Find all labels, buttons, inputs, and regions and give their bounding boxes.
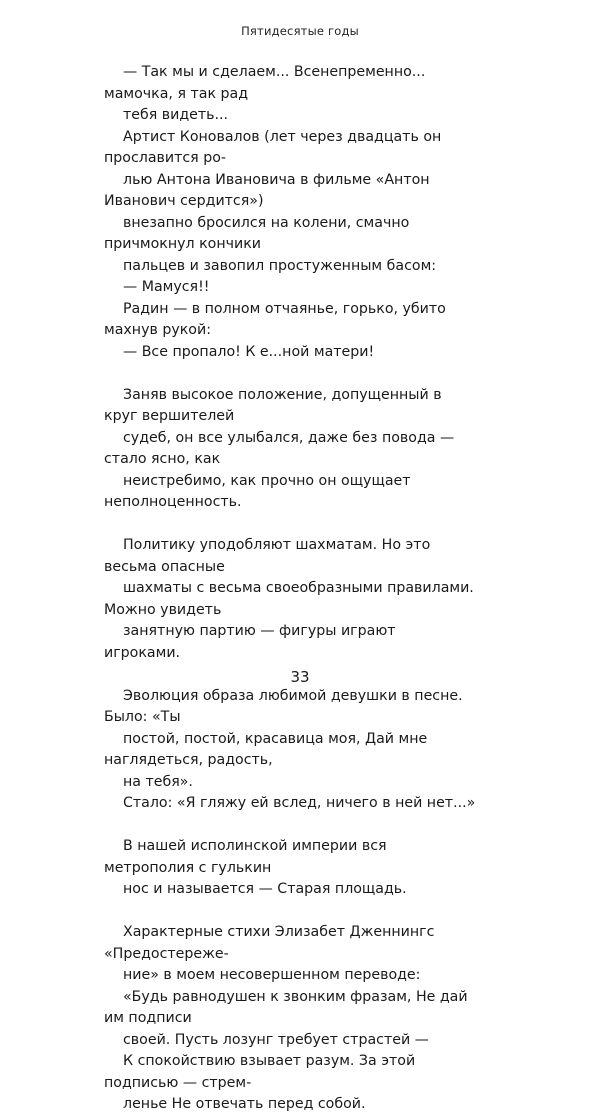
paragraph [104,987,476,1052]
text-line: Эволюция образа любимой девушки в песне. Было: «Ты [104,687,463,725]
text-line: пальцев и завопил простуженным басом: [123,257,437,274]
paragraph [104,299,476,342]
text-line: Артист Коновалов (лет через двадцать он прославится ро- [104,128,442,166]
text-block [104,686,476,815]
text-line: шахматы с весьма своеобразными правилами. Можно увидеть [104,580,474,618]
paragraph [104,686,476,794]
text-line: лью Антона Ивановича в фильме «Антон Иванович сердится») [104,171,430,209]
text-line: постой, постой, красавица моя, Дай мне наглядеться, радость, [104,730,428,768]
text-line: В нашей исполинской империи вся метрополия с гулькин [104,838,387,876]
text-line: судеб, он все улыбался, даже без повода — стало ясно, как [104,429,455,467]
text-line: неистребимо, как прочно он ощущает неполноценность. [104,472,411,510]
text-line: Заняв высокое положение, допущенный в круг вершителей [104,386,442,424]
text-block [104,385,476,514]
text-block [104,836,476,901]
text-line: ние» в моем несовершенном переводе: [123,967,421,983]
paragraph [104,385,476,514]
text-block [104,922,476,1116]
text-block [104,62,476,363]
text-line: Политику уподобляют шахматам. Но это весьма опасные [104,537,431,575]
text-line: — Все пропало! К е...ной матери! [123,343,375,360]
paragraph [104,922,476,987]
text-line: — Мамуся!! [123,279,210,295]
page-body [104,62,476,1116]
paragraph [104,342,476,364]
text-line: ленье Не отвечать перед собой. [123,1096,366,1112]
running-header: Пятидесятые годы [241,24,359,38]
text-line: К спокойствию взывает разум. За этой подписью — стрем- [104,1053,416,1091]
text-line: своей. Пусть лозунг требует страстей — [123,1031,429,1048]
page-number: 33 [290,668,310,686]
text-line: «Будь равнодушен к звонким фразам, Не дай им подписи [104,988,468,1026]
paragraph [104,277,476,299]
paragraph [104,1051,476,1116]
text-line: на тебя». [123,773,193,790]
text-line: занятную партию — фигуры играют игроками. [104,623,396,661]
text-line: Радин — в полном отчаянье, горько, убито махнув рукой: [104,300,446,338]
text-line: тебя видеть... [123,107,229,123]
text-block [104,535,476,664]
paragraph [104,836,476,901]
paragraph [104,62,476,127]
text-line: Стало: «Я гляжу ей вслед, ничего в ней нет...» [123,795,476,811]
paragraph [104,793,476,815]
text-line: Характерные стихи Элизабет Дженнингс «Предостереже- [104,924,435,962]
paragraph [104,535,476,664]
text-line: нос и называется — Старая площадь. [123,881,407,897]
text-line: внезапно бросился на колени, смачно причмокнул кончики [104,214,410,252]
paragraph [104,127,476,278]
text-line: — Так мы и сделаем... Всенепременно... мамочка, я так рад [104,64,426,102]
